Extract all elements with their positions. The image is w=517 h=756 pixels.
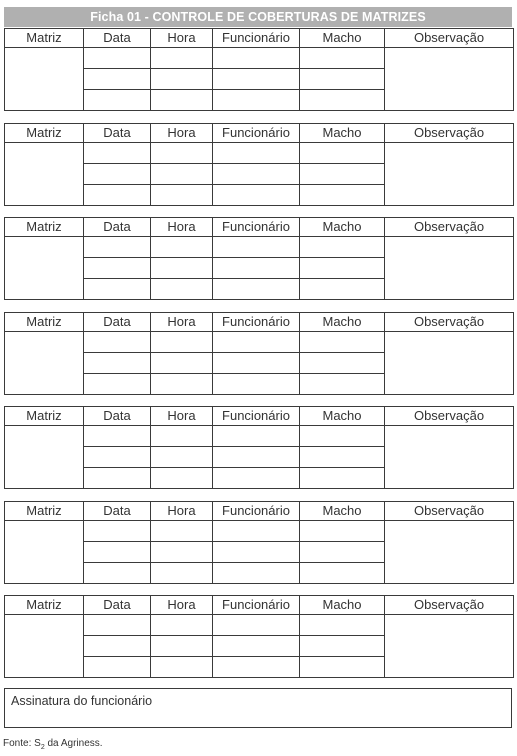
header-row xyxy=(5,596,514,615)
macho-cell[interactable] xyxy=(300,374,385,395)
observacao-cell[interactable] xyxy=(385,332,514,395)
matriz-cell[interactable] xyxy=(5,615,84,678)
macho-cell[interactable] xyxy=(300,143,385,164)
column-header: Funcionário xyxy=(213,218,300,237)
funcionario-cell[interactable] xyxy=(213,657,300,678)
funcionario-cell[interactable] xyxy=(213,353,300,374)
funcionario-cell[interactable] xyxy=(213,374,300,395)
coverage-block xyxy=(4,595,514,678)
hora-cell[interactable] xyxy=(151,542,213,563)
hora-cell[interactable] xyxy=(151,258,213,279)
hora-cell[interactable] xyxy=(151,332,213,353)
column-header: Hora xyxy=(151,596,213,615)
observacao-cell[interactable] xyxy=(385,143,514,206)
column-header: Macho xyxy=(300,313,385,332)
source-prefix: Fonte: S xyxy=(3,738,41,749)
data-cell[interactable] xyxy=(84,332,151,353)
column-header: Matriz xyxy=(5,596,84,615)
funcionario-cell[interactable] xyxy=(213,332,300,353)
column-header: Hora xyxy=(151,502,213,521)
column-header: Observação xyxy=(385,124,514,143)
funcionario-cell[interactable] xyxy=(213,164,300,185)
hora-cell[interactable] xyxy=(151,447,213,468)
signature-box[interactable] xyxy=(4,688,512,728)
form-title: Ficha 01 - CONTROLE DE COBERTURAS DE MATRIZES xyxy=(4,7,512,27)
column-header: Data xyxy=(84,407,151,426)
data-cell[interactable] xyxy=(84,279,151,300)
data-cell[interactable] xyxy=(84,164,151,185)
funcionario-cell[interactable] xyxy=(213,615,300,636)
column-header: Data xyxy=(84,29,151,48)
funcionario-cell[interactable] xyxy=(213,426,300,447)
coverage-block xyxy=(4,312,514,395)
funcionario-cell[interactable] xyxy=(213,185,300,206)
data-cell[interactable] xyxy=(84,48,151,69)
coverage-block xyxy=(4,501,514,584)
coverage-block xyxy=(4,28,514,111)
matriz-cell[interactable] xyxy=(5,143,84,206)
source-suffix: da Agriness. xyxy=(44,738,103,749)
entry-row xyxy=(5,48,514,69)
column-header: Data xyxy=(84,218,151,237)
macho-cell[interactable] xyxy=(300,636,385,657)
funcionario-cell[interactable] xyxy=(213,542,300,563)
column-header: Funcionário xyxy=(213,502,300,521)
matriz-cell[interactable] xyxy=(5,426,84,489)
hora-cell[interactable] xyxy=(151,48,213,69)
column-header: Data xyxy=(84,124,151,143)
funcionario-cell[interactable] xyxy=(213,563,300,584)
funcionario-cell[interactable] xyxy=(213,279,300,300)
macho-cell[interactable] xyxy=(300,563,385,584)
data-cell[interactable] xyxy=(84,353,151,374)
funcionario-cell[interactable] xyxy=(213,521,300,542)
column-header: Observação xyxy=(385,596,514,615)
column-header: Matriz xyxy=(5,124,84,143)
data-cell[interactable] xyxy=(84,542,151,563)
observacao-cell[interactable] xyxy=(385,237,514,300)
macho-cell[interactable] xyxy=(300,521,385,542)
column-header: Matriz xyxy=(5,407,84,426)
hora-cell[interactable] xyxy=(151,164,213,185)
macho-cell[interactable] xyxy=(300,48,385,69)
hora-cell[interactable] xyxy=(151,563,213,584)
data-cell[interactable] xyxy=(84,615,151,636)
column-header: Matriz xyxy=(5,313,84,332)
column-header: Macho xyxy=(300,29,385,48)
funcionario-cell[interactable] xyxy=(213,237,300,258)
entry-row xyxy=(5,143,514,164)
column-header: Funcionário xyxy=(213,407,300,426)
column-header: Data xyxy=(84,313,151,332)
macho-cell[interactable] xyxy=(300,164,385,185)
column-header: Macho xyxy=(300,124,385,143)
entry-row xyxy=(5,237,514,258)
macho-cell[interactable] xyxy=(300,426,385,447)
column-header: Hora xyxy=(151,407,213,426)
funcionario-cell[interactable] xyxy=(213,258,300,279)
funcionario-cell[interactable] xyxy=(213,90,300,111)
macho-cell[interactable] xyxy=(300,237,385,258)
funcionario-cell[interactable] xyxy=(213,447,300,468)
header-row xyxy=(5,124,514,143)
funcionario-cell[interactable] xyxy=(213,143,300,164)
matriz-cell[interactable] xyxy=(5,332,84,395)
hora-cell[interactable] xyxy=(151,90,213,111)
coverage-block xyxy=(4,406,514,489)
column-header: Hora xyxy=(151,124,213,143)
data-cell[interactable] xyxy=(84,143,151,164)
hora-cell[interactable] xyxy=(151,69,213,90)
header-row xyxy=(5,502,514,521)
column-header: Data xyxy=(84,502,151,521)
hora-cell[interactable] xyxy=(151,279,213,300)
funcionario-cell[interactable] xyxy=(213,69,300,90)
macho-cell[interactable] xyxy=(300,185,385,206)
funcionario-cell[interactable] xyxy=(213,636,300,657)
column-header: Matriz xyxy=(5,218,84,237)
matriz-cell[interactable] xyxy=(5,237,84,300)
macho-cell[interactable] xyxy=(300,332,385,353)
source-subscript: 2 xyxy=(40,744,45,751)
column-header: Observação xyxy=(385,29,514,48)
source-note xyxy=(3,738,103,751)
column-header: Funcionário xyxy=(213,124,300,143)
observacao-cell[interactable] xyxy=(385,48,514,111)
column-header: Hora xyxy=(151,29,213,48)
column-header: Macho xyxy=(300,218,385,237)
column-header: Macho xyxy=(300,502,385,521)
entry-row xyxy=(5,615,514,636)
hora-cell[interactable] xyxy=(151,468,213,489)
column-header: Macho xyxy=(300,407,385,426)
coverage-block xyxy=(4,123,514,206)
column-header: Data xyxy=(84,596,151,615)
column-header: Observação xyxy=(385,313,514,332)
macho-cell[interactable] xyxy=(300,353,385,374)
data-cell[interactable] xyxy=(84,90,151,111)
data-cell[interactable] xyxy=(84,69,151,90)
data-cell[interactable] xyxy=(84,426,151,447)
entry-row xyxy=(5,521,514,542)
header-row xyxy=(5,407,514,426)
data-cell[interactable] xyxy=(84,237,151,258)
hora-cell[interactable] xyxy=(151,237,213,258)
macho-cell[interactable] xyxy=(300,279,385,300)
column-header: Observação xyxy=(385,407,514,426)
column-header: Hora xyxy=(151,313,213,332)
matriz-cell[interactable] xyxy=(5,521,84,584)
column-header: Funcionário xyxy=(213,596,300,615)
hora-cell[interactable] xyxy=(151,426,213,447)
column-header: Hora xyxy=(151,218,213,237)
data-cell[interactable] xyxy=(84,657,151,678)
column-header: Observação xyxy=(385,502,514,521)
data-cell[interactable] xyxy=(84,563,151,584)
header-row xyxy=(5,313,514,332)
hora-cell[interactable] xyxy=(151,615,213,636)
column-header: Observação xyxy=(385,218,514,237)
entry-row xyxy=(5,426,514,447)
macho-cell[interactable] xyxy=(300,542,385,563)
funcionario-cell[interactable] xyxy=(213,468,300,489)
hora-cell[interactable] xyxy=(151,636,213,657)
data-cell[interactable] xyxy=(84,636,151,657)
matriz-cell[interactable] xyxy=(5,48,84,111)
observacao-cell[interactable] xyxy=(385,426,514,489)
coverage-block xyxy=(4,217,514,300)
hora-cell[interactable] xyxy=(151,374,213,395)
macho-cell[interactable] xyxy=(300,69,385,90)
macho-cell[interactable] xyxy=(300,90,385,111)
column-header: Matriz xyxy=(5,29,84,48)
data-cell[interactable] xyxy=(84,258,151,279)
macho-cell[interactable] xyxy=(300,258,385,279)
column-header: Matriz xyxy=(5,502,84,521)
column-header: Macho xyxy=(300,596,385,615)
observacao-cell[interactable] xyxy=(385,521,514,584)
hora-cell[interactable] xyxy=(151,657,213,678)
hora-cell[interactable] xyxy=(151,143,213,164)
macho-cell[interactable] xyxy=(300,447,385,468)
header-row xyxy=(5,218,514,237)
data-cell[interactable] xyxy=(84,374,151,395)
macho-cell[interactable] xyxy=(300,615,385,636)
header-row xyxy=(5,29,514,48)
data-cell[interactable] xyxy=(84,468,151,489)
data-cell[interactable] xyxy=(84,521,151,542)
hora-cell[interactable] xyxy=(151,185,213,206)
macho-cell[interactable] xyxy=(300,468,385,489)
hora-cell[interactable] xyxy=(151,521,213,542)
observacao-cell[interactable] xyxy=(385,615,514,678)
macho-cell[interactable] xyxy=(300,657,385,678)
column-header: Funcionário xyxy=(213,313,300,332)
column-header: Funcionário xyxy=(213,29,300,48)
hora-cell[interactable] xyxy=(151,353,213,374)
funcionario-cell[interactable] xyxy=(213,48,300,69)
entry-row xyxy=(5,332,514,353)
signature-label: Assinatura do funcionário xyxy=(11,694,153,708)
data-cell[interactable] xyxy=(84,185,151,206)
data-cell[interactable] xyxy=(84,447,151,468)
